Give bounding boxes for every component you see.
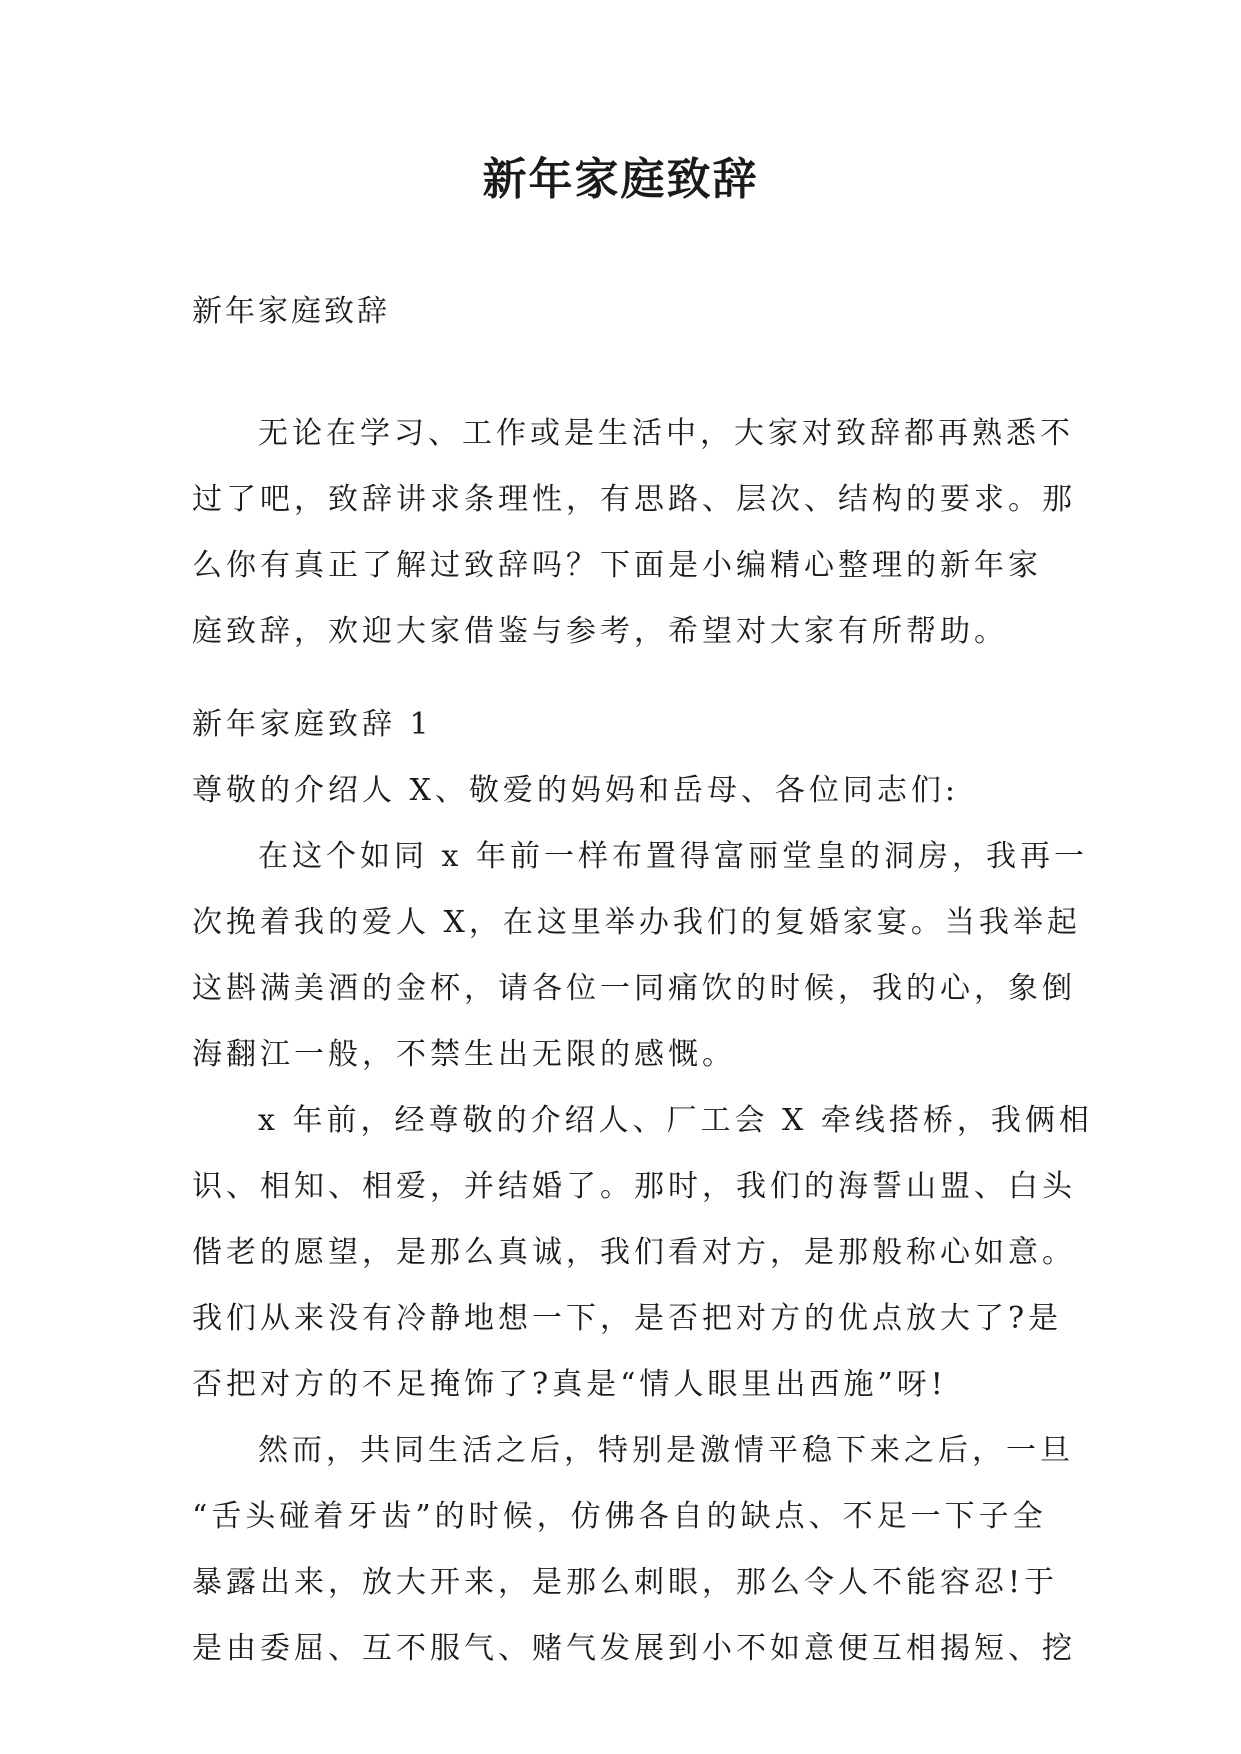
text-line: “舌头碰着牙齿”的时候，仿佛各自的缺点、不足一下子全 <box>192 1499 1047 1534</box>
text-line: 这斟满美酒的金杯，请各位一同痛饮的时候，我的心，象倒 <box>192 971 1076 1006</box>
salutation: 尊敬的介绍人 X、敬爱的妈妈和岳母、各位同志们: <box>192 773 960 808</box>
text-line: 我们从来没有冷静地想一下，是否把对方的优点放大了?是 <box>192 1301 1063 1336</box>
text-line: 庭致辞，欢迎大家借鉴与参考，希望对大家有所帮助。 <box>192 614 1008 649</box>
text-line: 偕老的愿望，是那么真诚，我们看对方，是那般称心如意。 <box>192 1235 1076 1270</box>
text-line: 次挽着我的爱人 X，在这里举办我们的复婚家宴。当我举起 <box>192 905 1081 940</box>
section-heading: 新年家庭致辞 1 <box>192 707 433 742</box>
text-line: 无论在学习、工作或是生活中，大家对致辞都再熟悉不 <box>258 416 1074 451</box>
document-title: 新年家庭致辞 <box>482 154 759 205</box>
speech-section <box>192 692 1092 1682</box>
text-line: 么你有真正了解过致辞吗？下面是小编精心整理的新年家 <box>192 548 1042 583</box>
document-subtitle: 新年家庭致辞 <box>192 294 390 329</box>
intro-paragraph <box>192 401 1092 665</box>
text-line: 识、相知、相爱，并结婚了。那时，我们的海誓山盟、白头 <box>192 1169 1076 1204</box>
text-line: 过了吧，致辞讲求条理性，有思路、层次、结构的要求。那 <box>192 482 1076 517</box>
text-line: 是由委屈、互不服气、赌气发展到小不如意便互相揭短、挖 <box>192 1631 1076 1666</box>
text-line: 否把对方的不足掩饰了?真是“情人眼里出西施”呀! <box>192 1367 947 1402</box>
text-line: 在这个如同 x 年前一样布置得富丽堂皇的洞房，我再一 <box>258 839 1088 874</box>
text-line: 暴露出来，放大开来，是那么刺眼，那么令人不能容忍!于 <box>192 1565 1059 1600</box>
text-line: 海翻江一般，不禁生出无限的感慨。 <box>192 1037 736 1072</box>
text-line: 然而，共同生活之后，特别是激情平稳下来之后，一旦 <box>258 1433 1074 1468</box>
text-line: x 年前，经尊敬的介绍人、厂工会 X 牵线搭桥，我俩相 <box>258 1103 1093 1138</box>
